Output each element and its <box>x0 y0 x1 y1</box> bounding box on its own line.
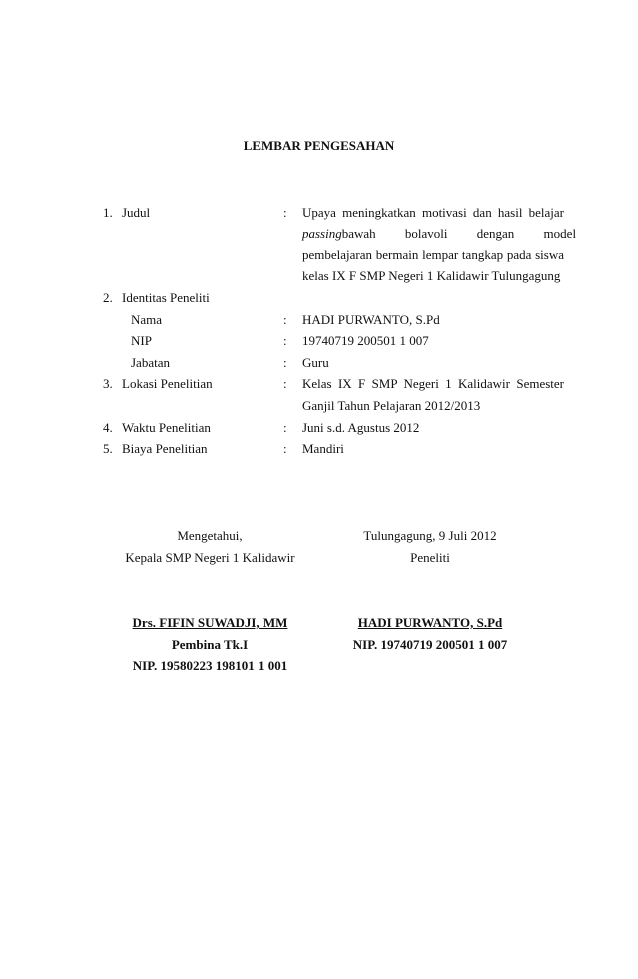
sig-left-name: Drs. FIFIN SUWADJI, MM <box>132 615 288 630</box>
sig-left-rank: Pembina Tk.I <box>171 637 249 652</box>
item-label-waktu: Waktu Penelitian <box>122 420 211 435</box>
value-nama: HADI PURWANTO, S.Pd <box>302 312 440 327</box>
lokasi-line-1: Kelas IX F SMP Negeri 1 Kalidawir Semester <box>302 376 564 391</box>
sig-right-line1: Tulungagung, 9 Juli 2012 <box>363 528 497 543</box>
judul-line-4: kelas IX F SMP Negeri 1 Kalidawir Tulungagung <box>302 268 561 283</box>
item-number: 3. <box>103 376 113 391</box>
judul-line-2-rest: bawah bolavoli dengan model <box>341 226 577 241</box>
sub-label-nip: NIP <box>131 333 152 348</box>
value-waktu: Juni s.d. Agustus 2012 <box>302 420 420 435</box>
item-colon: : <box>283 441 287 456</box>
item-number: 4. <box>103 420 113 435</box>
sub-label-jabatan: Jabatan <box>131 355 170 370</box>
lokasi-line-2: Ganjil Tahun Pelajaran 2012/2013 <box>302 398 481 413</box>
page-title: LEMBAR PENGESAHAN <box>243 138 395 153</box>
item-number: 2. <box>103 290 113 305</box>
item-colon: : <box>283 312 287 327</box>
sig-right-nip: NIP. 19740719 200501 1 007 <box>352 637 508 652</box>
item-label-biaya: Biaya Penelitian <box>122 441 208 456</box>
sig-left-nip: NIP. 19580223 198101 1 001 <box>132 658 288 673</box>
value-biaya: Mandiri <box>302 441 344 456</box>
item-colon: : <box>283 333 287 348</box>
item-label-lokasi: Lokasi Penelitian <box>122 376 213 391</box>
judul-line-2 <box>302 226 577 242</box>
item-colon: : <box>283 420 287 435</box>
item-colon: : <box>283 355 287 370</box>
sig-left-line2: Kepala SMP Negeri 1 Kalidawir <box>125 550 295 565</box>
item-colon: : <box>283 205 287 220</box>
judul-line-1: Upaya meningkatkan motivasi dan hasil belajar <box>302 205 564 220</box>
value-jabatan: Guru <box>302 355 329 370</box>
judul-line-3: pembelajaran bermain lempar tangkap pada siswa <box>302 247 564 262</box>
sig-right-name: HADI PURWANTO, S.Pd <box>357 615 503 630</box>
sig-right-line2: Peneliti <box>410 550 450 565</box>
item-label-judul: Judul <box>122 205 151 220</box>
item-number: 1. <box>103 205 113 220</box>
sub-label-nama: Nama <box>131 312 163 327</box>
judul-italic-word: passing <box>302 226 342 241</box>
item-number: 5. <box>103 441 113 456</box>
item-label-identitas: Identitas Peneliti <box>122 290 210 305</box>
value-nip: 19740719 200501 1 007 <box>302 333 429 348</box>
item-colon: : <box>283 376 287 391</box>
sig-left-line1: Mengetahui, <box>177 528 243 543</box>
